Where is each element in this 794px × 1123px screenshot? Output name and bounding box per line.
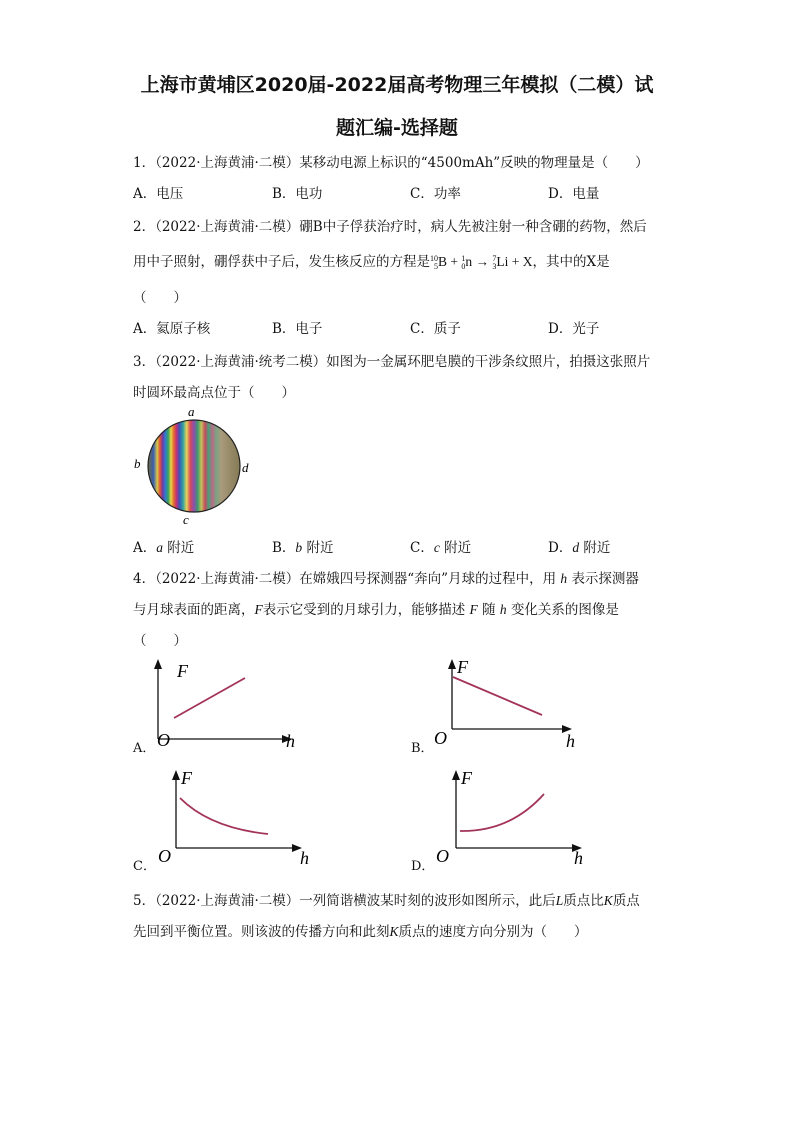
boron-mass-number: 10	[430, 253, 438, 263]
q5-text: 先回到平衡位置。则该波的传播方向和此刻	[133, 924, 390, 940]
q3-stem-line-1: 3．（2022·上海黄浦·统考二模）如图为一金属环肥皂膜的干涉条纹照片，拍摄这张照片	[133, 354, 651, 370]
page-title-line-2: 题汇编-选择题	[336, 117, 458, 139]
q3-option-b[interactable]	[272, 536, 333, 556]
origin-label: O	[436, 846, 449, 866]
q1-option-d[interactable]: D．电量	[548, 186, 600, 202]
origin-label: O	[157, 730, 170, 750]
option-var: b	[295, 540, 303, 555]
q2-option-b[interactable]: B．电子	[272, 321, 323, 337]
var-F: F	[254, 602, 263, 617]
q5-text: 5．（2022·上海黄浦·二模）一列简谐横波某时刻的波形如图所示，此后	[133, 893, 556, 909]
label-a: a	[188, 404, 195, 419]
axis-label-F: F	[461, 768, 472, 788]
boron-atomic-number: 5	[434, 261, 438, 271]
var-L: L	[555, 893, 564, 908]
option-letter: D．	[548, 540, 573, 556]
q5-text: 质点	[612, 893, 640, 909]
lithium-atomic-number: 3	[492, 261, 497, 271]
curve-increasing-convex	[460, 794, 544, 831]
reaction-arrow: →	[475, 254, 490, 269]
q2-option-d[interactable]: D．光子	[548, 321, 600, 337]
axis-label-h: h	[566, 731, 575, 751]
option-letter: A．	[133, 540, 157, 556]
q4-option-d-graph[interactable]	[428, 766, 598, 871]
soap-film-photo	[130, 402, 260, 527]
option-suffix: 附近	[583, 540, 611, 556]
neutron-mass-number: 1	[461, 253, 466, 263]
q4-option-a-label[interactable]: A．	[133, 741, 156, 756]
option-suffix: 附近	[167, 540, 195, 556]
option-suffix: 附近	[306, 540, 334, 556]
nuclear-equation	[430, 254, 533, 271]
q2-option-a[interactable]: A．氦原子核	[133, 321, 211, 337]
q4-text: 表示它受到的月球引力，能够描述	[262, 602, 466, 618]
q4-text: 4．（2022·上海黄浦·二模）在嫦娥四号探测器“奔向”月球的过程中，用	[133, 571, 557, 587]
option-var: c	[433, 540, 440, 555]
curve-linear-increasing	[174, 678, 245, 718]
axis-label-F: F	[181, 768, 192, 788]
q2-stem-pre: 用中子照射，硼俘获中子后，发生核反应的方程是	[133, 254, 430, 270]
q5-text: 质点的速度方向分别为（ ）	[398, 924, 588, 940]
q4-option-c-graph[interactable]	[150, 766, 320, 871]
option-var: d	[572, 540, 580, 555]
q4-option-d-label[interactable]: D．	[411, 859, 435, 874]
label-c: c	[183, 512, 189, 527]
q4-option-b-label[interactable]: B．	[411, 741, 434, 756]
axis-label-h: h	[574, 848, 583, 868]
q4-text: 与月球表面的距离，	[133, 602, 255, 618]
label-b: b	[134, 456, 141, 471]
q2-stem-line-2	[133, 250, 610, 271]
curve-decreasing-concave	[180, 798, 268, 834]
q3-option-a[interactable]	[133, 536, 194, 556]
plus-sign-2: +	[511, 254, 520, 269]
q4-option-a-graph[interactable]	[150, 655, 310, 755]
q4-option-b-graph[interactable]	[428, 655, 588, 755]
q1-option-b[interactable]: B．电功	[272, 186, 323, 202]
q3-stem-line-2: 时圆环最高点位于（ ）	[133, 385, 295, 401]
q1-option-c[interactable]: C．功率	[410, 186, 461, 202]
q1-option-a[interactable]: A．电压	[133, 186, 184, 202]
curve-linear-decreasing	[453, 677, 542, 715]
q3-option-c[interactable]	[410, 536, 471, 556]
q2-stem-line-3: （ ）	[133, 290, 187, 306]
option-var: a	[156, 540, 163, 555]
neutron-charge-number: 0	[461, 261, 466, 271]
axis-label-h: h	[300, 848, 309, 868]
origin-label: O	[434, 728, 447, 748]
axis-label-F: F	[457, 657, 468, 677]
q4-text: 变化关系的图像是	[510, 602, 619, 618]
q4-stem-line-2	[133, 598, 619, 618]
lithium-symbol: Li	[496, 254, 509, 269]
origin-label: O	[158, 846, 171, 866]
boron-symbol: B	[438, 254, 448, 269]
var-h: h	[560, 571, 568, 586]
option-suffix: 附近	[444, 540, 472, 556]
q5-stem-line-2	[133, 920, 588, 940]
q1-stem: 1．（2022·上海黄浦·二模）某移动电源上标识的“4500mAh”反映的物理量是（ ）	[133, 155, 649, 171]
option-letter: C．	[410, 540, 434, 556]
page-title-line-1: 上海市黄埔区2020届-2022届高考物理三年模拟（二模）试	[140, 74, 654, 96]
q4-text: 随	[482, 602, 496, 618]
var-h: h	[499, 602, 507, 617]
var-F: F	[469, 602, 478, 617]
neutron-symbol: n	[465, 254, 473, 269]
axis-label-F: F	[177, 661, 188, 681]
q4-stem-line-1	[133, 567, 639, 587]
var-K: K	[389, 924, 399, 939]
q4-stem-line-3: （ ）	[133, 633, 187, 649]
option-letter: B．	[272, 540, 296, 556]
q2-option-c[interactable]: C．质子	[410, 321, 461, 337]
q4-option-c-label[interactable]: C．	[133, 859, 156, 874]
var-K: K	[603, 893, 613, 908]
q3-option-d[interactable]	[548, 536, 610, 556]
lithium-mass-number: 7	[492, 253, 497, 263]
q5-text: 质点比	[563, 893, 604, 909]
axis-label-h: h	[286, 731, 295, 751]
unknown-x: X	[522, 254, 533, 269]
q2-stem-post: ，其中的X是	[532, 254, 610, 270]
q2-stem-line-1: 2．（2022·上海黄浦·二模）硼B中子俘获治疗时，病人先被注射一种含硼的药物，然后	[133, 219, 647, 235]
q4-text: 表示探测器	[571, 571, 639, 587]
label-d: d	[242, 460, 249, 475]
plus-sign: +	[450, 254, 459, 269]
q5-stem-line-1	[133, 889, 640, 909]
